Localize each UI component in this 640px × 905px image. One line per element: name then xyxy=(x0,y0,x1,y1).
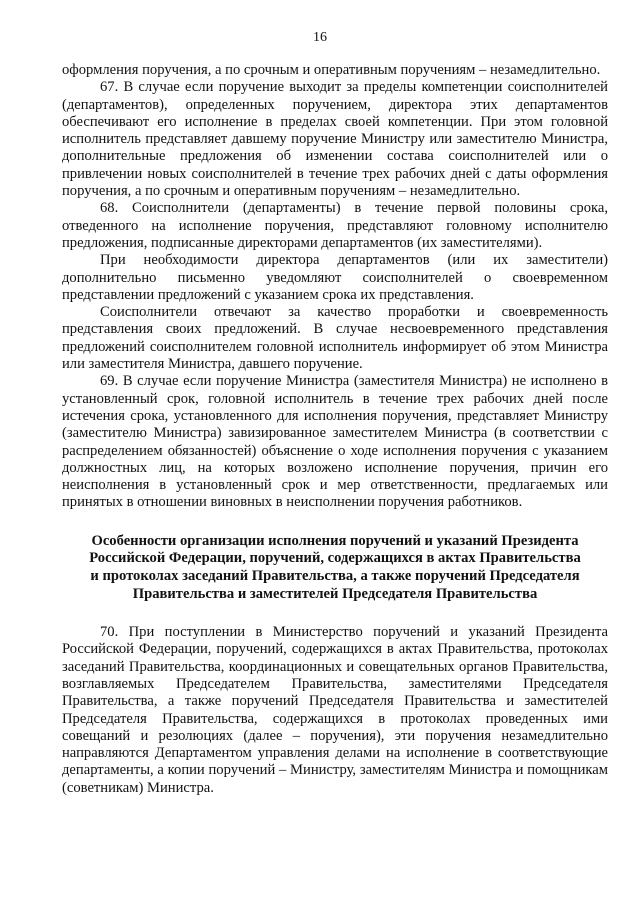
section-heading xyxy=(62,533,608,603)
paragraph-67: 67. В случае если поручение выходит за пределы компетенции соисполнителей (департаментов), определенных поручением, директора этих департаментов обеспечивают его исполнение в пределах своей компетенции. При этом головной исполнитель представляет давшему поручение Министру или заместителю Министра, дополнительные предложения об изменении состава соисполнителей или о привлечении новых соисполнителей в течение трех рабочих дней с даты оформления поручения, а по срочным и оперативным поручениям – незамедлительно. xyxy=(62,79,608,200)
paragraph-68-responsibility: Соисполнители отвечают за качество проработки и своевременность представления своих предложений. В случае несвоевременного представления предложений соисполнителем головной исполнитель информирует об этом Министра или заместителя Министра, давшего поручение. xyxy=(62,304,608,373)
section-heading-line: Особенности организации исполнения поручений и указаний Президента xyxy=(91,532,579,549)
section-heading-line: Правительства и заместителей Председателя Правительства xyxy=(132,585,538,602)
paragraph-continuation: оформления поручения, а по срочным и оперативным поручениям – незамедлительно. xyxy=(62,62,601,78)
section-heading-line: Российской Федерации, поручений, содержащихся в актах Правительства xyxy=(89,550,581,567)
paragraph-69: 69. В случае если поручение Министра (заместителя Министра) не исполнено в установленный срок, головной исполнитель в течение трех рабочих дней после истечения срока, установленного для исполнения поручения, представляет Министру (заместителю Министра) завизированное заместителем Министра (в соответствии с распределением обязанностей) объяснение о ходе исполнения поручения с указанием должностных лиц, на которых возложено исполнение поручения, причин его неисполнения в установленный срок и мер ответственности, предлагаемых или принятых в отношении виновных в неисполнении поручения работников. xyxy=(62,373,608,511)
paragraph-68-notification: При необходимости директора департаментов (или их заместители) дополнительно письменно уведомляют соисполнителей о своевременном представлении предложений с указанием срока их представления. xyxy=(62,252,608,303)
page-number: 16 xyxy=(313,30,327,45)
paragraph-70: 70. При поступлении в Министерство поручений и указаний Президента Российской Федерации, поручений, содержащихся в актах Правительства, протоколах заседаний Правительства, координационных и совещательных органов Правительства, возглавляемых Председателем Правительства, заместителями Председателя Правительства, а также поручений Председателя Правительства и заместителей Председателя Правительства, содержащихся в протоколах проведенных ими совещаний и резолюциях (далее – поручения), эти поручения незамедлительно направляются Департаментом управления делами на исполнение в соответствующие департаменты, а копии поручений – Министру, заместителям Министра и помощникам (советникам) Министра. xyxy=(62,624,608,796)
section-heading-line: и протоколах заседаний Правительства, а также поручений Председателя xyxy=(90,567,580,584)
paragraph-68: 68. Соисполнители (департаменты) в течение первой половины срока, отведенного на исполнение поручения, представляют головному исполнителю предложения, подписанные директорами департаментов (их заместителями). xyxy=(62,200,608,251)
document-body xyxy=(62,62,608,797)
